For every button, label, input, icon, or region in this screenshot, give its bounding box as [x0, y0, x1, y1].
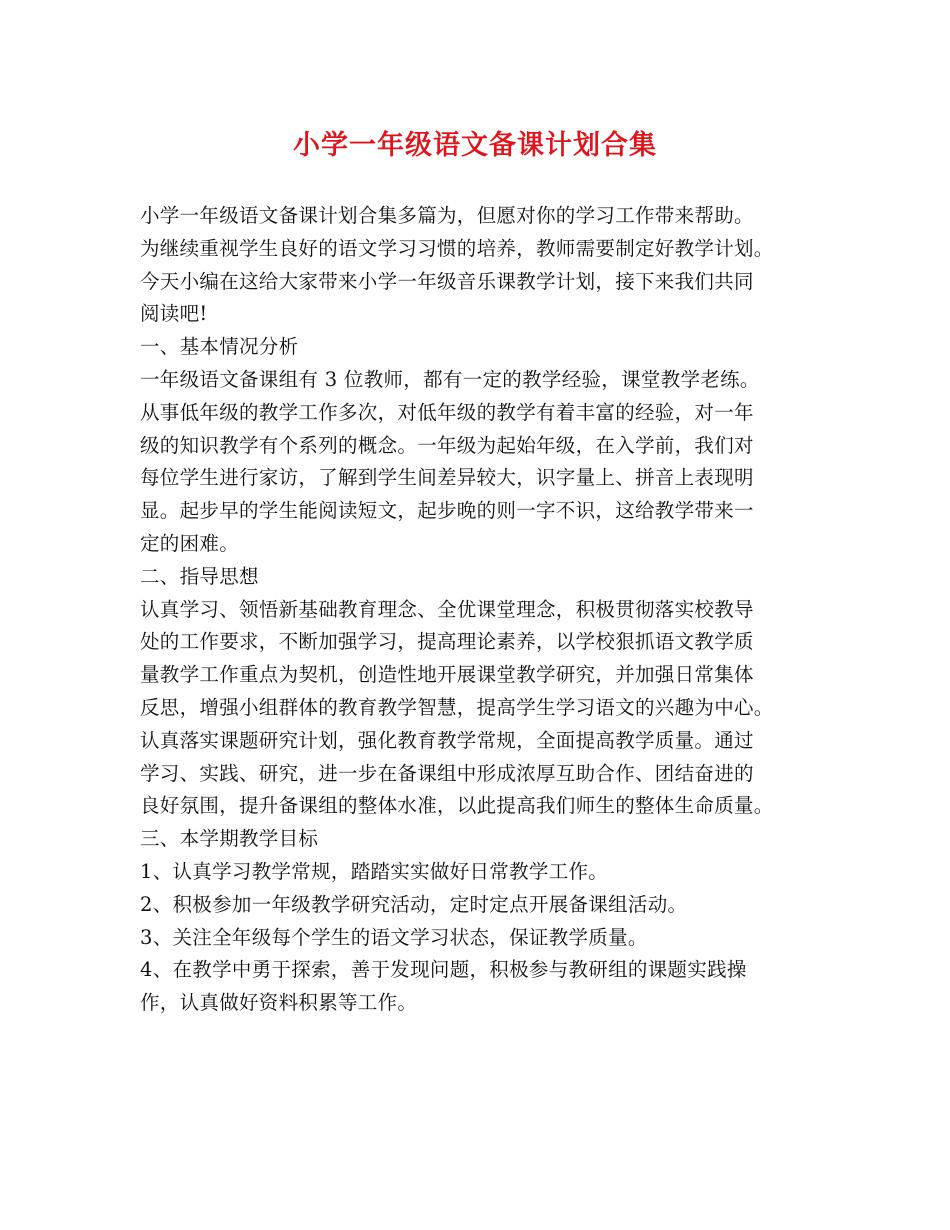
text-line: 今天小编在这给大家带来小学一年级音乐课教学计划，接下来我们共同 — [140, 269, 754, 293]
list-item: 4、在教学中勇于探索，善于发现问题，积极参与教研组的课题实践操 — [140, 958, 747, 982]
list-item: 3、关注全年级每个学生的语文学习状态，保证教学质量。 — [140, 925, 648, 949]
text-line: 阅读吧! — [140, 302, 208, 326]
section-heading: 一、基本情况分析 — [140, 335, 299, 359]
text-line: 量教学工作重点为契机，创造性地开展课堂教学研究，并加强日常集体 — [140, 663, 754, 687]
section-heading: 三、本学期教学目标 — [140, 827, 319, 851]
list-item-continuation: 作，认真做好资料积累等工作。 — [140, 991, 418, 1015]
list-item: 1、认真学习教学常规，踏踏实实做好日常教学工作。 — [140, 859, 609, 883]
text-line: 级的知识教学有个系列的概念。一年级为起始年级，在入学前，我们对 — [140, 433, 754, 457]
text-line: 从事低年级的教学工作多次，对低年级的教学有着丰富的经验，对一年 — [140, 400, 754, 424]
text-line: 每位学生进行家访，了解到学生间差异较大，识字量上、拼音上表现明 — [140, 466, 754, 490]
text-line: 定的困难。 — [140, 531, 240, 555]
section-heading: 二、指导思想 — [140, 564, 259, 588]
text-line: 为继续重视学生良好的语文学习习惯的培养，教师需要制定好教学计划。 — [140, 236, 774, 260]
document-title: 小学一年级语文备课计划合集 — [293, 130, 657, 161]
text-line: 处的工作要求，不断加强学习，提高理论素养，以学校狠抓语文教学质 — [140, 630, 754, 654]
text-line: 良好氛围，提升备课组的整体水准，以此提高我们师生的整体生命质量。 — [140, 794, 774, 818]
text-line: 一年级语文备课组有 3 位教师，都有一定的教学经验，课堂教学老练。 — [140, 367, 760, 391]
text-line: 认真落实课题研究计划，强化教育教学常规，全面提高教学质量。通过 — [140, 728, 754, 752]
list-item: 2、积极参加一年级教学研究活动，定时定点开展备课组活动。 — [140, 892, 688, 916]
text-line: 学习、实践、研究，进一步在备课组中形成浓厚互助合作、团结奋进的 — [140, 761, 754, 785]
document-body — [140, 200, 840, 1020]
text-line: 小学一年级语文备课计划合集多篇为，但愿对你的学习工作带来帮助。 — [140, 204, 754, 227]
text-line: 显。起步早的学生能阅读短文，起步晚的则一字不识，这给教学带来一 — [140, 499, 754, 523]
text-line: 反思，增强小组群体的教育教学智慧，提高学生学习语文的兴趣为中心。 — [140, 695, 774, 719]
text-line: 认真学习、领悟新基础教育理念、全优课堂理念，积极贯彻落实校教导 — [140, 597, 754, 621]
